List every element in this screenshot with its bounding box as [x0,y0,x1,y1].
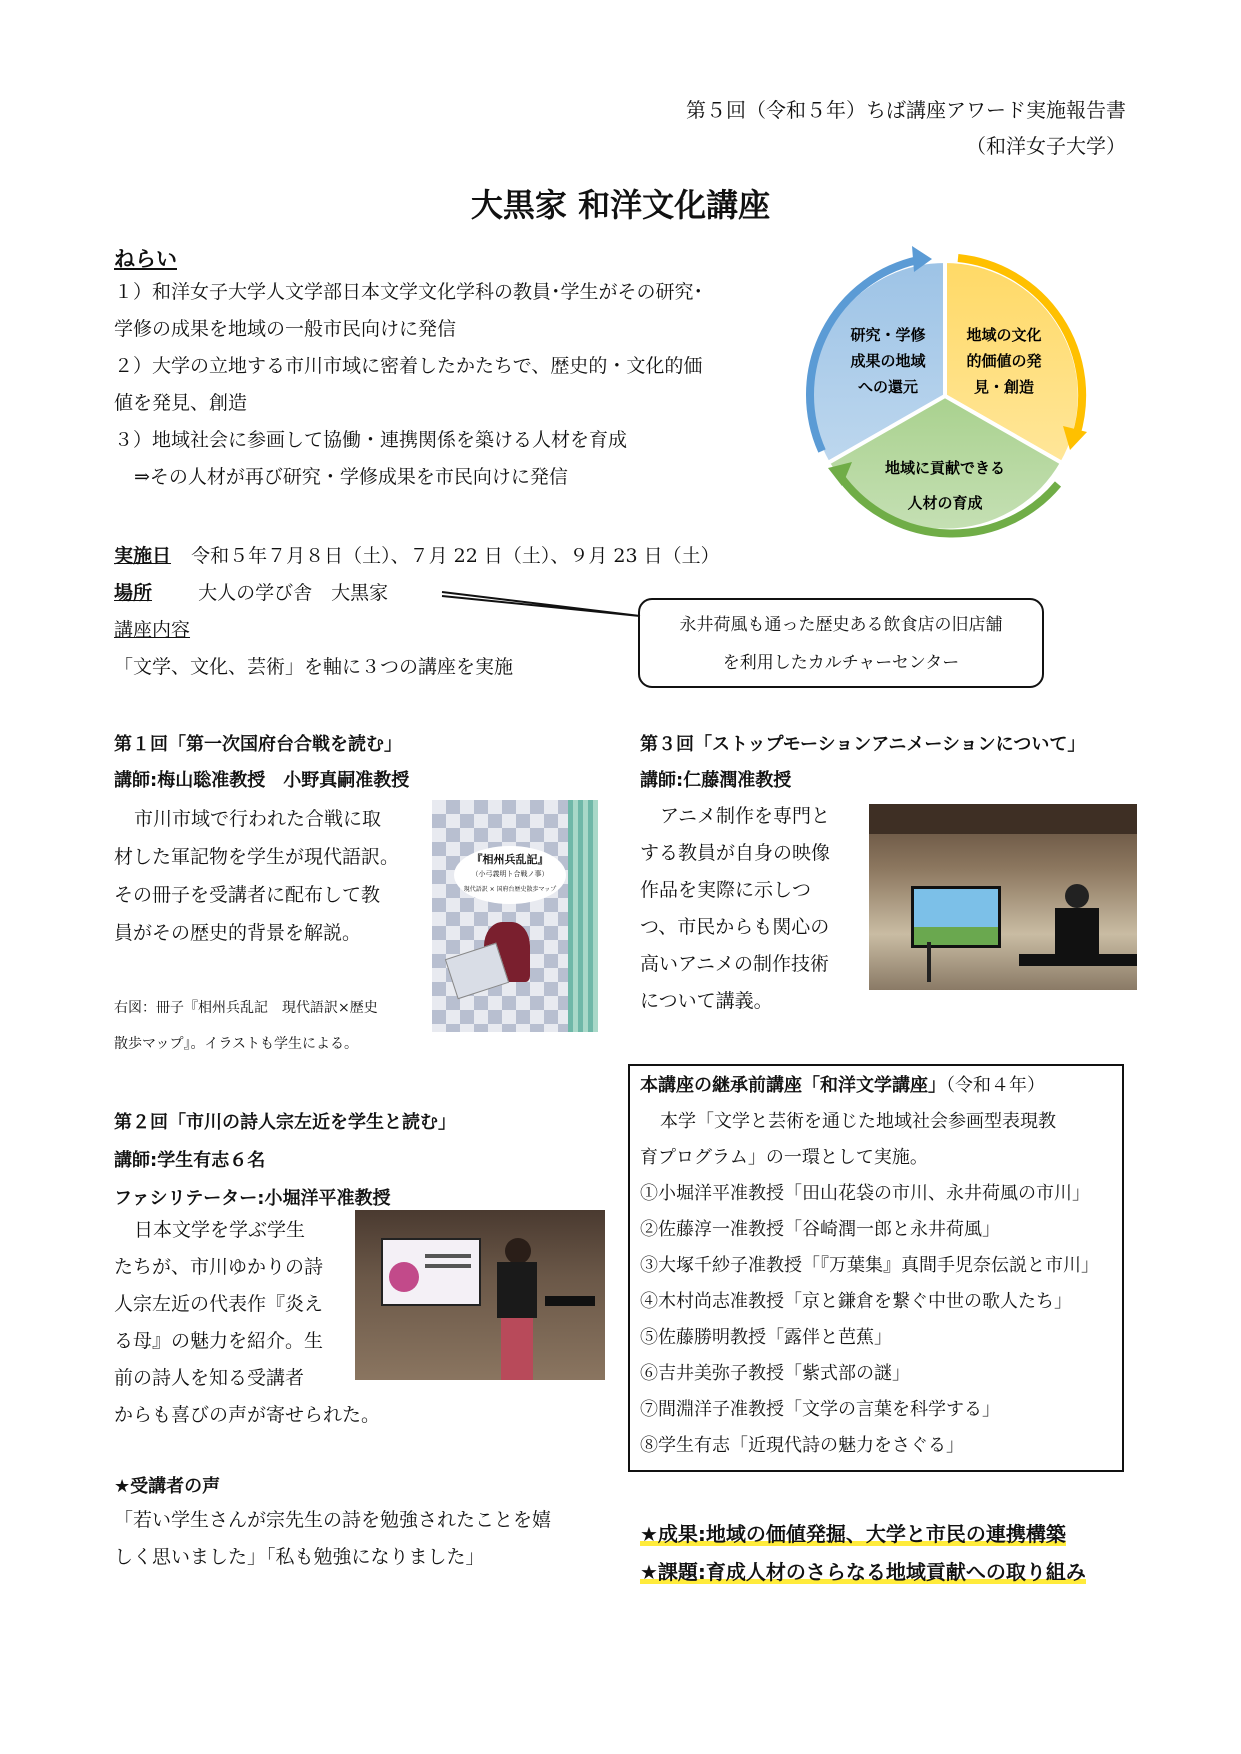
cycle-bottom-line1: 地域に貢献できる [884,459,1006,477]
results-issue [640,1556,1086,1585]
predecessor-item-7: ⑦間淵洋子准教授「文学の言葉を科学する」 [640,1399,1000,1420]
session3-photo-stand [927,942,931,982]
session1-caption [114,990,378,1062]
session3-text-line4: つ、市民からも関心の [640,916,830,938]
session2-text-line2: たちが、市川ゆかりの詩 [114,1256,324,1278]
session2-photo-desk [545,1296,595,1306]
session3-text-line2: する教員が自身の映像 [640,842,831,864]
session3-photo-desk [1019,954,1137,966]
voice-text [114,1502,624,1576]
callout-line1: 永井荷風も通った歴史ある飲食店の旧店舗 [679,615,1003,635]
booklet-image [432,800,598,1032]
session3-photo [869,804,1137,990]
aims-line-5: ３）地域社会に参画して協働・連携関係を築ける人材を育成 [114,429,628,451]
info-place-value: 大人の学び舎 大黒家 [198,582,389,604]
session2-photo-screen-text2 [425,1264,471,1268]
session2-photo-screen [381,1238,481,1306]
page-title: 大黒家 和洋文化講座 [470,186,771,224]
info-place-label: 場所 [114,582,153,604]
session3-lecturer: 講師:仁藤潤准教授 [640,770,792,791]
session2-photo-screen-flower [389,1262,419,1292]
session1-caption-line1: 右図：冊子『相州兵乱記 現代語訳×歴史 [114,1000,378,1016]
session3-text-line5: 高いアニメの制作技術 [640,953,830,975]
session2-text-line5: 前の詩人を知る受講者 [114,1367,305,1389]
info-date-label: 実施日 [114,545,172,567]
predecessor-intro-line1: 本学「文学と芸術を通じた地域社会参画型表現教 [660,1111,1056,1132]
callout-line2: を利用したカルチャーセンター [722,653,960,673]
session3-text [640,798,862,1020]
aims-line-1: １）和洋女子大学人文学部日本文学文化学科の教員･学生がその研究･ [114,281,704,303]
session2-lecturer: 講師:学生有志６名 [114,1150,266,1171]
predecessor-content [640,1068,1120,1464]
cycle-left-line1: 研究・学修 [850,326,926,344]
session1-caption-line2: 散歩マップ』。イラストも学生による。 [114,1036,359,1052]
session2-title: 第２回「市川の詩人宗左近を学生と読む」 [114,1112,456,1133]
session1-title: 第１回「第一次国府台合戦を読む」 [114,734,402,755]
predecessor-item-1: ①小堀洋平准教授「田山花袋の市川、永井荷風の市川」 [640,1183,1090,1204]
report-header-line2: （和洋女子大学） [966,134,1126,158]
results-issue-text: ★課題:育成人材のさらなる地域貢献への取り組み [640,1560,1086,1584]
session2-photo-speaker-head [505,1238,531,1264]
predecessor-item-4: ④木村尚志准教授「京と鎌倉を繋ぐ中世の歌人たち」 [640,1291,1072,1312]
booklet-title: 『相州兵乱記』 [471,853,549,866]
booklet-spine [568,800,598,1032]
predecessor-title: 本講座の継承前講座「和洋文学講座」 [640,1075,946,1096]
cycle-right-line2: 的価値の発 [966,352,1042,370]
session2-text-line1: 日本文学を学ぶ学生 [134,1219,306,1241]
voice-text-line2: しく思いました」「私も勉強になりました」 [114,1546,485,1568]
session3-photo-ceiling [869,804,1137,834]
session2-photo-speaker-body [497,1262,537,1318]
voice-heading: ★受講者の声 [114,1476,221,1497]
predecessor-item-5: ⑤佐藤勝明教授「露伴と芭蕉」 [640,1327,892,1348]
aims-line-2: 学修の成果を地域の一般市民向けに発信 [114,318,457,340]
callout-box [638,598,1044,688]
session2-text-line3: 人宗左近の代表作『炎え [114,1293,324,1315]
report-header-line1: 第５回（令和５年）ちば講座アワード実施報告書 [686,98,1126,122]
predecessor-item-3: ③大塚千紗子准教授「『万葉集』真間手児奈伝説と市川」 [640,1255,1099,1276]
session3-title: 第３回「ストップモーションアニメーションについて」 [640,734,1086,755]
voice-text-line1: 「若い学生さんが宗先生の詩を勉強されたことを嬉 [114,1509,552,1531]
cycle-right-line1: 地域の文化 [966,326,1042,344]
cycle-bottom-line2: 人材の育成 [907,494,983,512]
results-outcome-text: ★成果:地域の価値発掘、大学と市民の連携構築 [640,1522,1066,1546]
aims-heading: ねらい [114,247,177,271]
session1-text-line3: その冊子を受講者に配布して教 [114,884,381,906]
info-content-label: 講座内容 [114,619,191,641]
info-content-value: 「文学、文化、芸術」を軸に３つの講座を実施 [114,656,514,678]
session2-facilitator: ファシリテーター:小堀洋平准教授 [114,1188,391,1209]
cycle-left-line2: 成果の地域 [850,352,926,370]
booklet-subtitle2: 現代語訳 × 国府台歴史散歩マップ [463,886,557,893]
predecessor-intro-line2: 育プログラム」の一環として実施。 [640,1147,928,1168]
session1-text [114,800,432,952]
aims-list [114,274,774,496]
aims-line-6: ⇒その人材が再び研究・学修成果を市民向けに発信 [134,466,568,488]
booklet-subtitle1: （小弓義明ト合戦ノ事） [471,870,549,878]
session2-photo-screen-text [425,1254,471,1258]
session1-text-line1: 市川市域で行われた合戦に取 [134,808,382,830]
aims-line-3: ２）大学の立地する市川市域に密着したかたちで、歴史的・文化的価 [114,355,703,377]
session3-photo-lecturer-head [1065,884,1089,908]
session1-text-line2: 材した軍記物を学生が現代語訳。 [114,846,400,868]
aims-line-4: 値を発見、創造 [114,392,248,414]
results-outcome [640,1518,1066,1547]
predecessor-item-8: ⑧学生有志「近現代詩の魅力をさぐる」 [640,1435,964,1456]
callout-pointer [440,586,650,636]
predecessor-item-6: ⑥吉井美弥子教授「紫式部の謎」 [640,1363,910,1384]
info-date-value: 令和５年７月８日（土）、７月 22 日（土）、９月 23 日（土） [191,545,720,567]
session2-text-line4: る母』の魅力を紹介。生 [114,1330,324,1352]
session3-text-line1: アニメ制作を専門と [660,805,831,827]
predecessor-year: （令和４年） [946,1075,1045,1096]
session3-text-line6: について講義。 [640,990,773,1012]
session3-photo-screen [911,886,1001,948]
session1-lecturer: 講師:梅山聡准教授 小野真嗣准教授 [114,770,410,791]
cycle-diagram [800,236,1090,556]
info-date-row [114,538,754,575]
cycle-left-line3: への還元 [857,378,919,396]
session3-photo-lecturer-body [1055,908,1099,960]
session2-photo-speaker-skirt [501,1318,533,1380]
session2-text-line6: からも喜びの声が寄せられた。 [114,1404,381,1426]
booklet-cover-label [454,846,566,904]
cycle-right-line3: 見・創造 [973,378,1035,396]
session1-text-line4: 員がその歴史的背景を解説。 [114,922,362,944]
session2-photo [355,1210,605,1380]
session3-text-line3: 作品を実際に示しつ [640,879,812,901]
predecessor-item-2: ②佐藤淳一准教授「谷崎潤一郎と永井荷風」 [640,1219,1000,1240]
